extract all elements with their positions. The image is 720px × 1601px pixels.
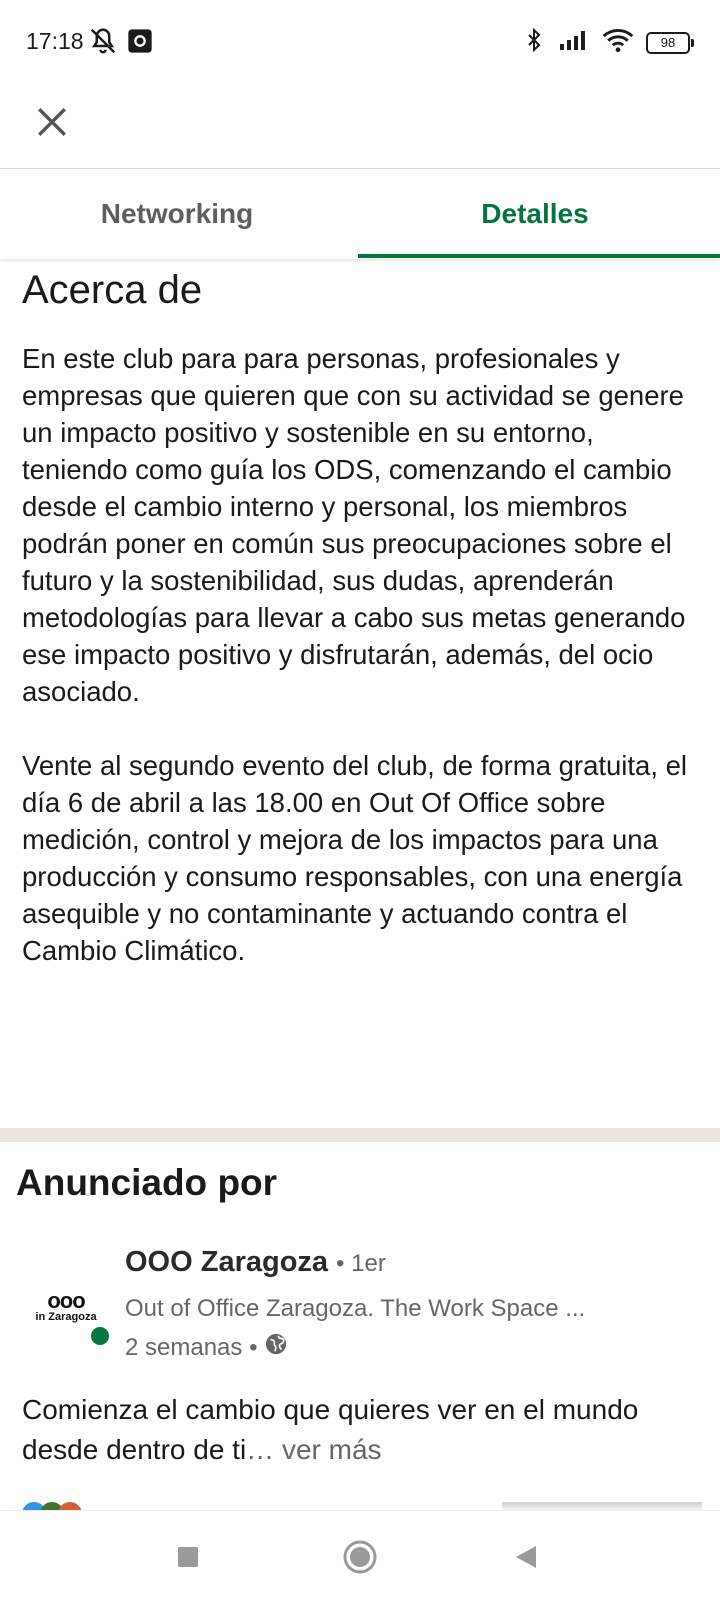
status-right-icons: [522, 26, 690, 59]
home-icon: [343, 1540, 377, 1579]
globe-icon: [265, 1333, 287, 1362]
online-status-dot: [89, 1325, 111, 1347]
mute-notifications-icon: [88, 26, 118, 61]
post-time-text: 2 semanas •: [125, 1333, 258, 1361]
bluetooth-icon: [522, 26, 546, 59]
see-more-link[interactable]: … ver más: [246, 1434, 382, 1465]
screen-record-icon: [126, 27, 154, 60]
signal-icon: [558, 28, 590, 57]
post-text: [22, 1390, 702, 1470]
status-time: 17:18: [26, 28, 84, 54]
wifi-icon: [602, 27, 634, 58]
post-text-body: Comienza el cambio que quieres ver en el mundo desde dentro de ti: [22, 1394, 639, 1465]
logo-text-main: ooo: [47, 1288, 85, 1313]
recents-button[interactable]: [168, 1539, 208, 1579]
status-bar: [0, 0, 720, 80]
tab-networking[interactable]: [0, 169, 354, 259]
close-icon: [35, 105, 69, 144]
tab-detalles-label: Detalles: [481, 198, 589, 229]
active-tab-indicator: [358, 254, 720, 258]
organization-description: Out of Office Zaragoza. The Work Space ...: [125, 1295, 586, 1322]
battery-icon: 98: [646, 32, 690, 54]
back-icon: [514, 1544, 538, 1575]
organization-header: [125, 1246, 386, 1279]
tab-networking-label: Networking: [100, 198, 254, 229]
tab-bar: [0, 169, 720, 259]
top-bar: [0, 80, 720, 169]
recents-icon: [176, 1545, 200, 1574]
announced-by-title: Anunciado por: [16, 1162, 278, 1203]
organization-logo[interactable]: [26, 1285, 106, 1331]
organization-name[interactable]: OOO Zaragoza: [125, 1246, 329, 1278]
about-description: En este club para para personas, profesionales y empresas que quieren que con su actividad se genere un impacto positivo y sostenible en su entorno, teniendo como guía los ODS, comenzando el cambio desde el cambio interno y personal, los miembros podrán poner en común sus preocupaciones sobre el futuro y la sostenibilidad, sus dudas, aprenderán metodologías para llevar a cabo sus metas generando ese impacto positivo y disfrutarán, además, del ocio asociado. Vente al segundo evento del club, de forma gratuita, el día 6 de abril a las 18.00 en Out Of Office sobre medición, control y mejora de los impactos para una producción y consumo responsables, con una energía asequible y no contaminante y actuando contra el Cambio Climático.: [22, 343, 688, 966]
status-left-icons: [88, 26, 154, 61]
tab-detalles[interactable]: [358, 169, 712, 259]
system-nav-bar: [0, 1510, 720, 1601]
section-divider: [0, 1128, 720, 1142]
back-button[interactable]: [506, 1539, 546, 1579]
home-button[interactable]: [340, 1539, 380, 1579]
about-title: Acerca de: [22, 268, 203, 312]
close-button[interactable]: [26, 98, 78, 150]
post-time: [125, 1333, 287, 1362]
connection-degree: • 1er: [336, 1250, 386, 1277]
logo-text-sub: in Zaragoza: [35, 1311, 97, 1323]
